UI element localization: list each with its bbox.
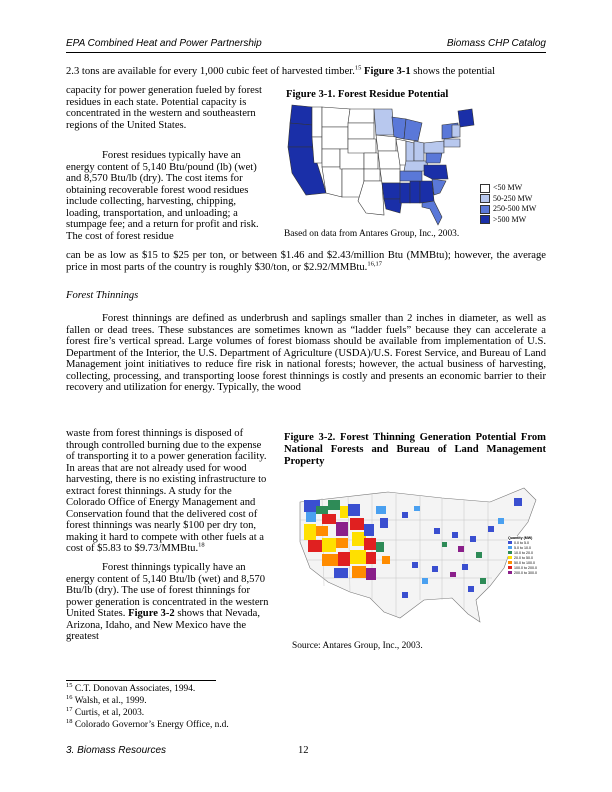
figure-ref-3-2: Figure 3-2: [128, 608, 175, 619]
legend-title: Quantity (MW): [508, 536, 533, 540]
legend-item: <50 MW: [480, 183, 546, 194]
footnote-17: $^{17}$ Curtis, et al, 2003.: [66, 705, 145, 718]
footnote-rule: [66, 680, 216, 681]
figure-3-1-caption: Figure 3-1. Forest Residue Potential: [286, 89, 449, 100]
body-paragraph-3-narrow: waste from forest thinnings is disposed of through controlled burning due to the expense of transporting it to a power generation facility. In areas that are not already used for wood harvesting, there is no existing infrastructure to extract forest thinnings. A study for the Colorado Office of Energy Management and Conservation found that the delivered cost of forest thinnings was nearly $100 per dry ton, making it hard to compete with other fuels at a cost of $5.83 to $9.73/MMBtu.$^{18}$: [66, 428, 267, 554]
figure-3-2-source: Source: Antares Group, Inc., 2003.: [292, 641, 423, 651]
legend-item: 100.0 to 200.0: [508, 566, 548, 571]
legend-swatch: [480, 205, 490, 214]
body-paragraph-1-cont: capacity for power generation fueled by forest residues in each state. Potential capacity is concentrated in the western and southeastern regions of the United States.: [66, 85, 262, 131]
page-number: 12: [298, 745, 309, 756]
figure-ref-3-1: Figure 3-1: [364, 66, 411, 77]
legend-item: 50-250 MW: [480, 194, 546, 205]
legend-item: 5.0 to 10.0: [508, 546, 548, 551]
figure-3-2-caption: Figure 3-2. Forest Thinning Generation Potential From National Forests and Bureau of Land Management Property: [284, 432, 546, 467]
footnote-16: $^{16}$ Walsh, et al., 1999.: [66, 693, 147, 706]
figure-3-1-legend: [480, 183, 546, 225]
running-header-left: EPA Combined Heat and Power Partnership: [66, 38, 262, 49]
body-paragraph-4: Forest thinnings typically have an energy content of 5,140 Btu/lb (wet) and 8,570 Btu/lb (dry). The use of forest thinnings for power generation is concentrated in the western United States. Figure 3-2 shows that Nevada, Arizona, Idaho, and New Mexico have the greatest: [66, 562, 269, 642]
legend-item: >500 MW: [480, 215, 546, 226]
figure-3-2-legend: [508, 536, 548, 576]
header-rule: [66, 52, 546, 53]
legend-swatch: [508, 541, 512, 544]
legend-item: 0.0 to 5.0: [508, 541, 548, 546]
legend-swatch: [508, 556, 512, 559]
running-header-right: Biomass CHP Catalog: [446, 38, 546, 49]
body-paragraph-3-full: Forest thinnings are defined as underbrush and saplings smaller than 2 inches in diameter, as well as fallen or dead trees. These substances are sometimes known as “ladder fuels” because they can accelerate a forest fire’s vertical spread. Large volumes of forest biomass should be available from implementation of U.S. Department of the Interior, the U.S. Department of Agriculture (USDA)/U.S. Forest Service, and Bureau of Land Management joint initiatives to reduce fire risk in national forests; however, the actual business of harvesting, collecting, processing, and transporting loose forest thinnings is costly and presents an economic barrier to their recovery and utilization for energy. Typically, the wood: [66, 313, 546, 393]
legend-item: 20.0 to 50.0: [508, 556, 548, 561]
legend-swatch: [508, 546, 512, 549]
figure-3-1-source: Based on data from Antares Group, Inc., 2003.: [284, 229, 460, 239]
legend-item: 10.0 to 20.0: [508, 551, 548, 556]
body-paragraph-2-full: can be as low as $15 to $25 per ton, or between $1.46 and $2.43/million Btu (MMBtu); however, the average price in most parts of the country is roughly $30/ton, or $2.92/MMBtu.$^{16,17}$: [66, 250, 546, 273]
legend-swatch: [508, 571, 512, 574]
legend-swatch: [508, 566, 512, 569]
section-heading-forest-thinnings: Forest Thinnings: [66, 290, 139, 301]
legend-swatch: [508, 561, 512, 564]
legend-item: 250-500 MW: [480, 204, 546, 215]
footnote-ref-16-17: 16,17: [367, 259, 382, 267]
footnote-ref-18: 18: [198, 541, 205, 549]
footnote-15: $^{15}$ C.T. Donovan Associates, 1994.: [66, 681, 196, 694]
body-paragraph-1-lead: 2.3 tons are available for every 1,000 cubic feet of harvested timber.$^{15}$ Figure 3-1 shows the potential: [66, 64, 496, 77]
forest-residue-map: [282, 103, 478, 227]
legend-swatch: [480, 194, 490, 203]
legend-swatch: [480, 184, 490, 193]
running-footer-section: 3. Biomass Resources: [66, 745, 167, 756]
footnote-18: $^{18}$ Colorado Governor’s Energy Office, n.d.: [66, 717, 229, 730]
legend-item: 200.0 to 300.0: [508, 571, 548, 576]
footnote-ref-15: 15: [354, 64, 362, 72]
body-paragraph-2-narrow: Forest residues typically have an energy content of 5,140 Btu/pound (lb) (wet) and 8,570 Btu/lb (dry). The cost items for obtaining recoverable forest wood residues include collecting, harvesting, chipping, loading, transportation, and unloading; a stumpage fee; and a return for profit and risk. The cost of forest residue: [66, 150, 259, 242]
legend-swatch: [508, 551, 512, 554]
legend-item: 50.0 to 100.0: [508, 561, 548, 566]
legend-swatch: [480, 215, 490, 224]
